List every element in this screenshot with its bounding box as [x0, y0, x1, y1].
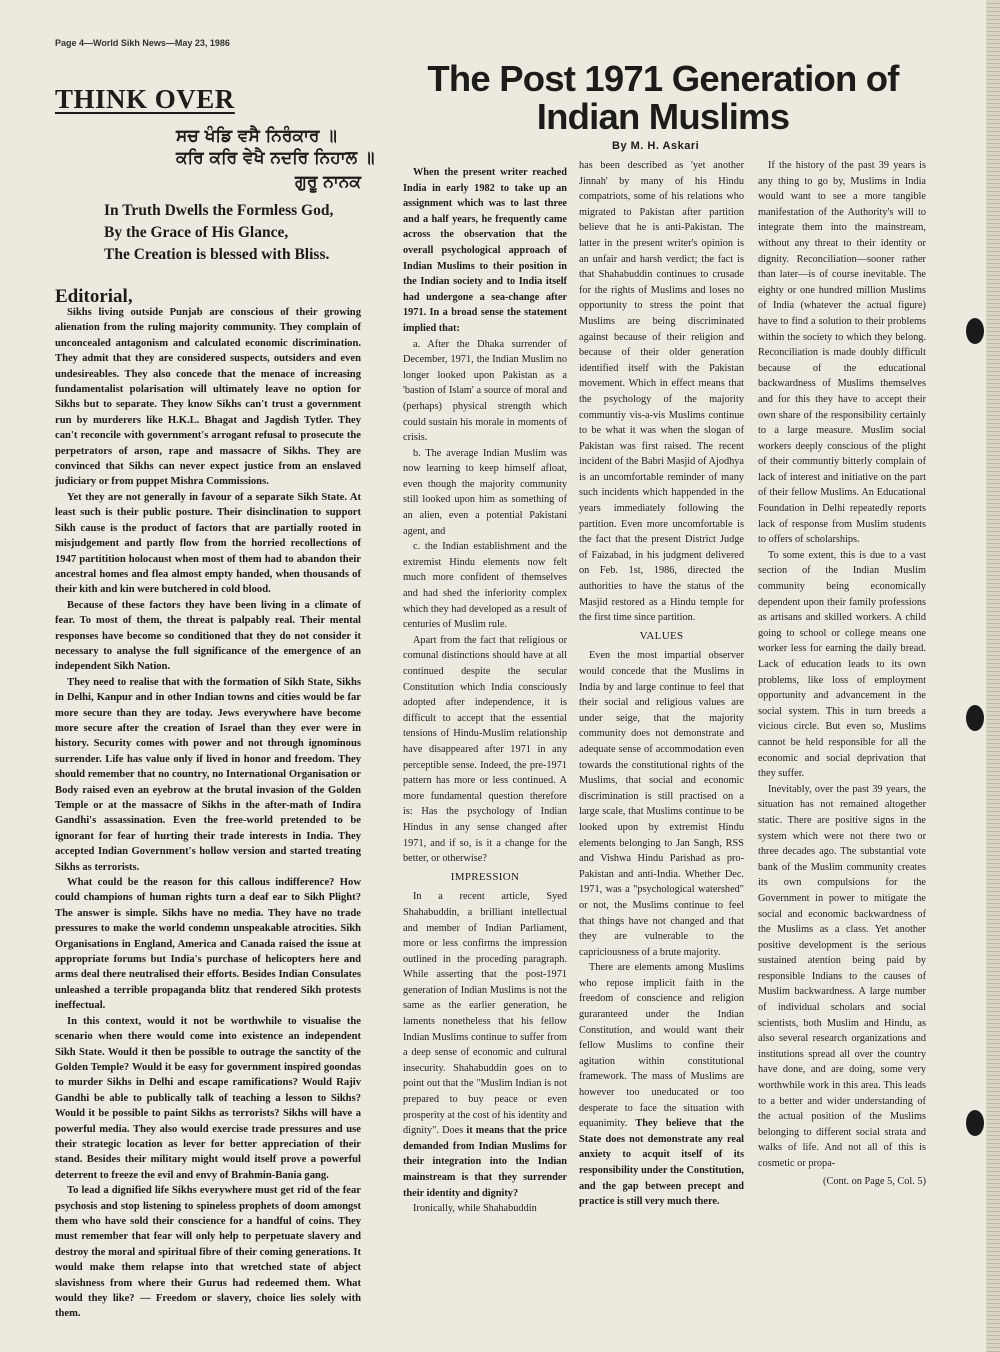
punch-hole — [966, 1110, 984, 1136]
editorial-paragraph: Because of these factors they have been living in a climate of fear. To most of them, the threat is palpably real. Their mental responses have become so conditioned that they do not consider it necessary to analyse the full significance of the emergence of an independent Sikh Nation. — [55, 599, 361, 673]
article-paragraph — [579, 960, 744, 1210]
article-paragraph: b. The average Indian Muslim was now learning to keep himself afloat, even though the majority community still looked upon him as something of an alien, even a potential Pakistani agent, and — [403, 447, 567, 537]
gurbani-verse — [176, 125, 375, 192]
think-over-title: THINK OVER — [55, 84, 235, 114]
translation-line: By the Grace of His Glance, — [104, 224, 289, 241]
punch-hole — [966, 705, 984, 731]
editorial-title: Editorial, — [55, 286, 133, 307]
article-paragraph: Ironically, while Shahabuddin — [413, 1203, 537, 1215]
article-headline: The Post 1971 Generation of Indian Muslims — [427, 58, 899, 137]
article-paragraph: Inevitably, over the past 39 years, the situation has not remained altogether static. There are positive signs in the system which were not there two or three decades ago. The substantial vote bank of the Muslim community creates its own compulsions for the Government in power to mitigate the social and economic backwardness of the Muslims as a class. Yet another positive development is the serious sustained atention being paid by responsible Indians to the causes of Muslim backwardness. A large number of individual scholars and social scientists, both Muslim and Hindu, as also several research organizations and institutions spread all over the country have done, and are doing, some very worthwhile work in this area. This leads to a better and wider understanding of the actual position of the Muslims belonging to different social strata and walks of life. And not all of this is cosmetic or propa- — [758, 783, 926, 1169]
translation-line: In Truth Dwells the Formless God, — [104, 202, 334, 219]
editorial-paragraph: They need to realise that with the formation of Sikh State, Sikhs in Delhi, Kanpur and in other Indian towns and cities would be far more secure than they are today. Jews everywhere have become more secure after the creation of Israel than they ever were in history. Security comes with power and not through ignominous surrender. Life has value only if lived in honor and freedom. They should remember that no country, no International Organisation or Body raised even an eyebrow at the brutal invasion of the Golden Temple or at the massacre of Sikhs in the after-math of Indira Gandhi's assassination. Even the free-world pretended to be ignorant for fear of hurting their trade interests in India. They accepted Indian Government's hollow version and started treating Sikhs as terrorists. — [55, 676, 361, 873]
article-text: There are elements among Muslims who repose implicit faith in the freedom of conscience and religion guraranteed under the Indian Constitution, and would want their fellow Muslims to confine their agitation within constitutional framework. The mass of Muslims are however too uneducated or too desperate to face the situation with equanimity. — [579, 962, 744, 1130]
editorial-paragraph: What could be the reason for this callous indifference? How could champions of human rights turn a deaf ear to Sikh Plight? The answer is simple. Sikhs have no media. They have no trade pressures to make the world condemn unspeakable atrocities. Sikh Organisations in England, America and Canada raised the issue at appropriate forums but India's purchase of helicopters here and arms deal there neutralised their efforts. Besides Indian Consulates unleashed a terrible propaganda blitz that rendered Sikh protests ineffectual. — [55, 877, 361, 1012]
article-paragraph: a. After the Dhaka surrender of December, 1971, the Indian Muslim no longer looked upon Pakistan as a 'bastion of Islam' a source of moral and (perhaps) physical strength which could sustain his morale in moments of crisis. — [403, 338, 567, 444]
article-subhead: IMPRESSION — [450, 870, 520, 883]
article-column-3 — [758, 158, 926, 1189]
gurbani-credit: ਗੁਰੂ ਨਾਨਕ — [295, 172, 361, 192]
article-paragraph: To some extent, this is due to a vast section of the Indian Muslim community being economically dependent upon their family professions as artisans and skilled workers. A child going to school or college means one worker less for earning the daily bread. Lack of education leads to its own problems, like loss of employment opportunity and advancement in the social system. This in turn breeds a vicious circle. But even so, Muslims cannot be held responsible for all the economic and social deprivation that they suffer. — [758, 549, 926, 780]
continued-note: (Cont. on Page 5, Col. 5) — [823, 1175, 926, 1187]
article-text: In a recent article, Syed Shahabuddin, a brilliant intellectual and member of Indian Parliament, more or less confirms the impression outlined in the proceding paragraph. While asserting that the post-1971 generation of Indian Muslims is not the same as the earlier generation, he laments nonetheless that his fellow Indian Muslims continue to suffer from a deep sense of economic and cultural insecurity. Shahabuddin goes on to point out that the "Muslim Indian is not prepared to buy peace or even prosperity at the cost of his identity and dignity". Does — [403, 891, 567, 1137]
editorial-paragraph: Sikhs living outside Punjab are conscious of their growing alienation from the ruling majority community. They complain of unconcealed antagonism and calculated economic discrimination. They admit that they are considered suspects, outsiders and even undesireables. They also concede that the menace of increasing fundamentalist polarisation will ultimately leave no option for Sikhs but to separate. They know Sikhs can't trust a government run by murderers like H.K.L. Bhagat and Jagdish Tytler. They can't reconcile with government's arrogant refusal to prosecute the perpetrators of arson, rape and massacre of Sikhs. They are convinced that Sikhs can never expect justice from an enslaved judiciary or from puppet Mishra Commissions. — [55, 307, 361, 488]
article-paragraph: c. the Indian establishment and the extremist Hindu elements now felt much more confident of themselves and had shed the inferiority complex which they had developed as a result of centuries of Muslim rule. — [403, 541, 567, 631]
page-binding-edge — [986, 0, 1000, 1352]
article-subhead: VALUES — [639, 629, 684, 642]
page-header: Page 4—World Sikh News—May 23, 1986 — [55, 38, 230, 48]
article-paragraph: has been described as 'yet another Jinnah' by many of his Hindu compatriots, some of his relations who migrated to Pakistan after partition believe that he is anti-Pakistan. The latter in the present writer's opinion is an unfair and harsh verdict; the fact is that Shahabuddin continues to crusade for the rights of Muslims and loses no opportunity to stress the point that Muslims are being discriminated against because of their religion and because of their older generation identified itself with the Pakistan movement. Which in effect means that the psychology of the majority communtiy vis-a-vis Muslims continue to be what it was when the slogan of Pakistan was first raised. The recent incident of the Babri Masjid of Ajodhya is an uncomfortable reminder of many such incidents which happended in the years immediately following the partition. Even more uncomfortable is the fact that the present District Judge of Faizabad, in his judgment delivered on Feb. 1st, 1986, directed the authorities to have the status of the Masjid restored as a Hindu temple for the first time since partition. — [579, 160, 744, 624]
punch-hole — [966, 318, 984, 344]
editorial-body — [55, 305, 361, 1322]
article-paragraph: Even the most impartial observer would concede that the Muslims in India by and large continue to feel that their social and religious values are under seige, that the majority community does not demonstrate and adequate sense of accommodation even towards the constitutional rights of the Muslims, that social and economic discrimination is still practised on a large scale, that Muslims continue to be looked upon by extremist Hindu elements belonging to Jan Sangh, RSS and Vishwa Hindu Parishad as pro-Pakistan and anti-India. Whether Dec. 1971, was a "psychological watershed" or not, the Muslims continue to feel that things have not changed and that they are vulnerable to the capriciousness of a brute majority. — [579, 650, 744, 958]
article-lead: When the present writer reached India in early 1982 to take up an assignment which was to last three and a half years, he frequently came across the observation that the overall psychological approach of Indian Muslims to their position in the Indian society and to India itself had undergone a sea-change after 1971. In a broad sense the statement implied that: — [403, 167, 567, 334]
gurbani-line: ਸਚ ਖੰਡਿ ਵਸੈ ਨਿਰੰਕਾਰ ॥ — [176, 126, 337, 146]
gurbani-line: ਕਰਿ ਕਰਿ ਵੇਖੈ ਨਦਰਿ ਨਿਹਾਲ ॥ — [176, 148, 375, 168]
editorial-paragraph: Yet they are not generally in favour of a separate Sikh State. At least such is their public posture. Their disinclination to support Sikh cause is the product of factors that are partially rooted in misjudgement and partly flow from the horried recollections of 1947 partitition holocaust when most of them had to abandon their ancestral homes and flea almost empty handed, when thousands of their kith and kin were butchered in cold blood. — [55, 491, 361, 596]
article-paragraph: Apart from the fact that religious or comunal distinctions should have at all continued despite the secular Constitution which India consciously adopted after independence, it is difficult to accept that the essential tensions of Hindu-Muslim relationship have disappeared after 1971 in any perceptible sense. Indeed, the pre-1971 pattern has more or less continued. A more fundamental question therefore is: Has the psychology of Indian Hindus in any sense changed after 1971, and if so, is it a change for the better, or otherwise? — [403, 634, 567, 865]
article-column-2 — [579, 158, 744, 1210]
article-paragraph: If the history of the past 39 years is any thing to go by, Muslims in India would want to see a more tangible manifestation of the Authority's will to integrate them into the mainstream, without any threat to their identity or dignity. Reconciliation—sooner rather than later—is of course inevitable. The eighty or one hundred million Muslims of India (whatever the actual figure) have to find a solution to their problems within the society to which they belong. Reconciliation is made doubly difficult because of the educational backwardness of Muslims themselves and for this they have to accept their own share of the responsibility certainly to a large measure. Muslim social workers deeply conscious of the plight of their communtiy bitterly complain of lack of interest and initiative on the part of their fellow Muslims. An Educational Foundation in Delhi repeatedly reports lack of response from Muslim students to offers of scholarships. — [758, 160, 926, 546]
article-byline: By M. H. Askari — [612, 140, 700, 152]
verse-translation — [104, 200, 364, 266]
article-bold-text: it means that the price demanded from Indian Muslims for their integration into the Indian mainstream is that they surrender their identity and dignity? — [403, 1125, 567, 1199]
editorial-paragraph: In this context, would it not be worthwhile to visualise the scenario when there would come into existence an independent Sikh State. Would it then be possible to outrage the sanctity of the Golden Temple? Would it be easy for government inspired goondas to murder Sikhs in Delhi and escape ramifications? Would Rajiv Gandhi be able to publically talk of teaching a lesson to Sikhs? Would it be possible to paint Sikhs as terrorists? Sikhs will have a powerful media. They also would exercise trade pressures and use their strategic location as lever for better appreciation of their stand. Besides their military might would itself prove a powerful deterrent to freeze the evil and envy of Brahmin-Bania gang. — [55, 1015, 361, 1181]
article-column-1 — [403, 165, 567, 1217]
translation-line: The Creation is blessed with Bliss. — [104, 246, 330, 263]
article-paragraph — [403, 889, 567, 1201]
editorial-paragraph: To lead a dignified life Sikhs everywhere must get rid of the fear psychosis and stop listening to spineless prophets of doom amongst them who have sold their conscience for a handful of coins. They must remember that fear will only help to perpetuate slavery and destroy the moral and spiritual fibre of their coming generations. It would make them relapse into that wretched state of abject slavishness from where their Gurus had redeemed them. What would they like? — Freedom or slavery, choice lies solely with them. — [55, 1185, 361, 1320]
article-bold-text: They believe that the State does not demonstrate any real anxiety to acquit itself of its responsibility under the Constitution, and the gap between precept and practice is still very much there. — [579, 1118, 744, 1208]
